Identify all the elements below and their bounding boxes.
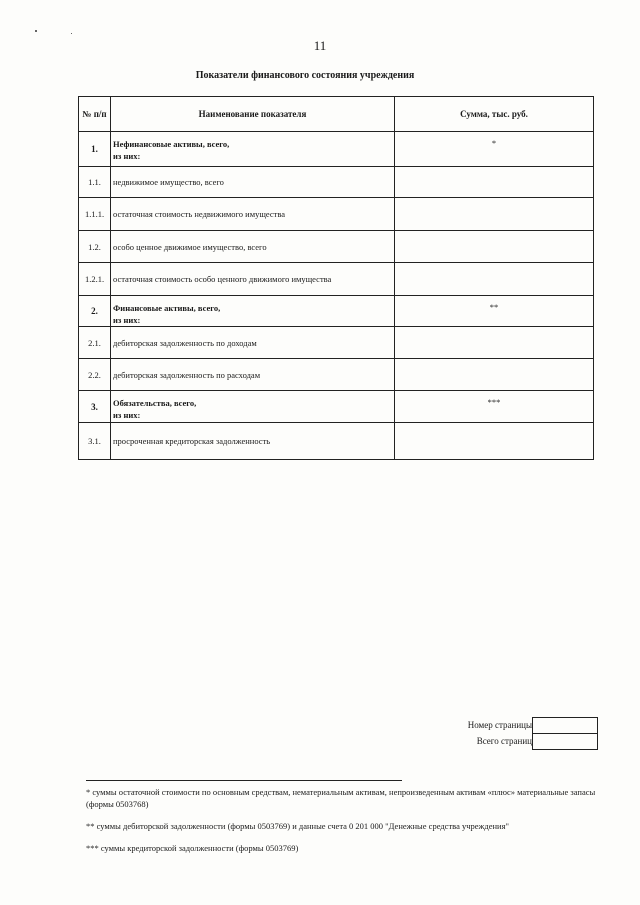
row-name: особо ценное движимое имущество, всего — [111, 231, 395, 263]
total-pages-box — [532, 733, 598, 750]
table-row — [79, 231, 594, 263]
row-num: 3.1. — [79, 423, 111, 460]
scan-speck — [35, 30, 37, 32]
table-row — [79, 132, 594, 167]
table-row — [79, 391, 594, 423]
page-count-block — [430, 717, 600, 749]
row-num: 1.1. — [79, 167, 111, 198]
row-sum: *** — [395, 391, 594, 423]
page-number-box — [532, 717, 598, 734]
table-row — [79, 198, 594, 231]
table-header-row — [79, 97, 594, 132]
row-name: остаточная стоимость особо ценного движимого имущества — [111, 263, 395, 296]
header-name: Наименование показателя — [111, 97, 395, 132]
row-name: недвижимое имущество, всего — [111, 167, 395, 198]
footnote-2: ** суммы дебиторской задолженности (формы 0503769) и данные счета 0 201 000 "Денежные средства учреждения" — [86, 821, 509, 831]
row-name: просроченная кредиторская задолженность — [111, 423, 395, 460]
row-sum: ** — [395, 296, 594, 327]
financial-indicators-table — [78, 96, 594, 460]
row-name — [111, 296, 395, 327]
row-sum: * — [395, 132, 594, 167]
document-title: Показатели финансового состояния учреждения — [195, 70, 415, 81]
row-name: остаточная стоимость недвижимого имущества — [111, 198, 395, 231]
row-num: 2. — [79, 296, 111, 327]
row-num: 3. — [79, 391, 111, 423]
row-name: дебиторская задолженность по доходам — [111, 327, 395, 359]
row-name: дебиторская задолженность по расходам — [111, 359, 395, 391]
row-num: 1.2. — [79, 231, 111, 263]
footnote-3: *** суммы кредиторской задолженности (формы 0503769) — [86, 843, 299, 853]
row-name — [111, 132, 395, 167]
row-num: 2.1. — [79, 327, 111, 359]
row-num: 1. — [79, 132, 111, 167]
row-name-text: Финансовые активы, всего, — [113, 303, 221, 313]
row-sum — [395, 263, 594, 296]
table-row — [79, 167, 594, 198]
page-number: 11 — [313, 38, 327, 53]
row-name-text: Нефинансовые активы, всего, — [113, 139, 230, 149]
row-sum — [395, 327, 594, 359]
scan-speck — [71, 33, 72, 34]
row-num: 1.1.1. — [79, 198, 111, 231]
row-sub-text: из них: — [113, 151, 141, 161]
header-num: № п/п — [79, 97, 111, 132]
row-sub-text: из них: — [113, 410, 141, 420]
row-sum — [395, 167, 594, 198]
page-number-label: Номер страницы — [467, 720, 532, 730]
total-pages-label: Всего страниц — [476, 736, 532, 746]
footnotes — [86, 786, 606, 854]
table-row — [79, 423, 594, 460]
row-sum — [395, 231, 594, 263]
row-name-text: Обязательства, всего, — [113, 398, 197, 408]
row-sub-text: из них: — [113, 315, 141, 325]
row-num: 2.2. — [79, 359, 111, 391]
header-sum: Сумма, тыс. руб. — [395, 97, 594, 132]
footnote-1: * суммы остаточной стоимости по основным средствам, нематериальным активам, непроизведенным активам «плюс» материальные запасы (формы 0503768) — [86, 787, 596, 809]
row-name — [111, 391, 395, 423]
row-sum — [395, 423, 594, 460]
row-sum — [395, 359, 594, 391]
table-row — [79, 327, 594, 359]
footnote-separator — [86, 780, 402, 781]
table-row — [79, 263, 594, 296]
row-num: 1.2.1. — [79, 263, 111, 296]
row-sum — [395, 198, 594, 231]
table-row — [79, 359, 594, 391]
table-row — [79, 296, 594, 327]
